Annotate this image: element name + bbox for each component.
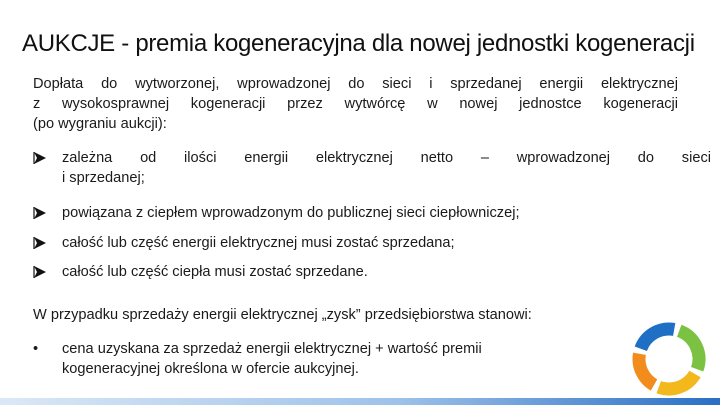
arrow-item-text: zależna od ilości energii elektrycznej netto – wprowadzonej do sieci — [62, 150, 711, 166]
circular-arrows-logo-icon — [628, 318, 710, 400]
bullet-text: kogeneracyjnej określona w ofercie aukcyjnej. — [62, 361, 359, 377]
intro-line: (po wygraniu aukcji): — [33, 116, 167, 132]
logo-arc-segment — [641, 329, 674, 349]
footer-accent-bar — [0, 398, 720, 405]
intro-line: z wysokosprawnej kogeneracji przez wytwórcę w nowej jednostce kogeneracji — [33, 96, 678, 112]
arrow-bullet-icon — [33, 150, 47, 166]
arrow-bullet-icon — [33, 264, 47, 280]
arrow-bullet-icon — [33, 235, 47, 251]
arrow-item-text: powiązana z ciepłem wprowadzonym do publicznej sieci ciepłowniczej; — [62, 205, 520, 221]
logo-arc-segment — [679, 331, 699, 369]
arrow-bullet-icon — [33, 205, 47, 221]
intro-paragraph — [33, 74, 678, 134]
bullet-text: cena uzyskana za sprzedaż energii elektrycznej + wartość premii — [62, 341, 482, 357]
logo-arc-segment — [659, 374, 695, 389]
arrow-item-text: całość lub część energii elektrycznej musi zostać sprzedana; — [62, 235, 455, 251]
bullet-dot-icon: • — [33, 341, 39, 357]
arrow-item-text: i sprzedanej; — [62, 170, 145, 186]
intro-line: Dopłata do wytworzonej, wprowadzonej do sieci i sprzedanej energii elektrycznej — [33, 76, 678, 92]
slide-title: AUKCJE - premia kogeneracyjna dla nowej jednostki kogeneracji — [22, 30, 695, 57]
logo-arc-segment — [639, 354, 654, 385]
arrow-item-text: całość lub część ciepła musi zostać sprzedane. — [62, 264, 368, 280]
profit-intro-text: W przypadku sprzedaży energii elektrycznej „zysk” przedsiębiorstwa stanowi: — [33, 307, 532, 323]
